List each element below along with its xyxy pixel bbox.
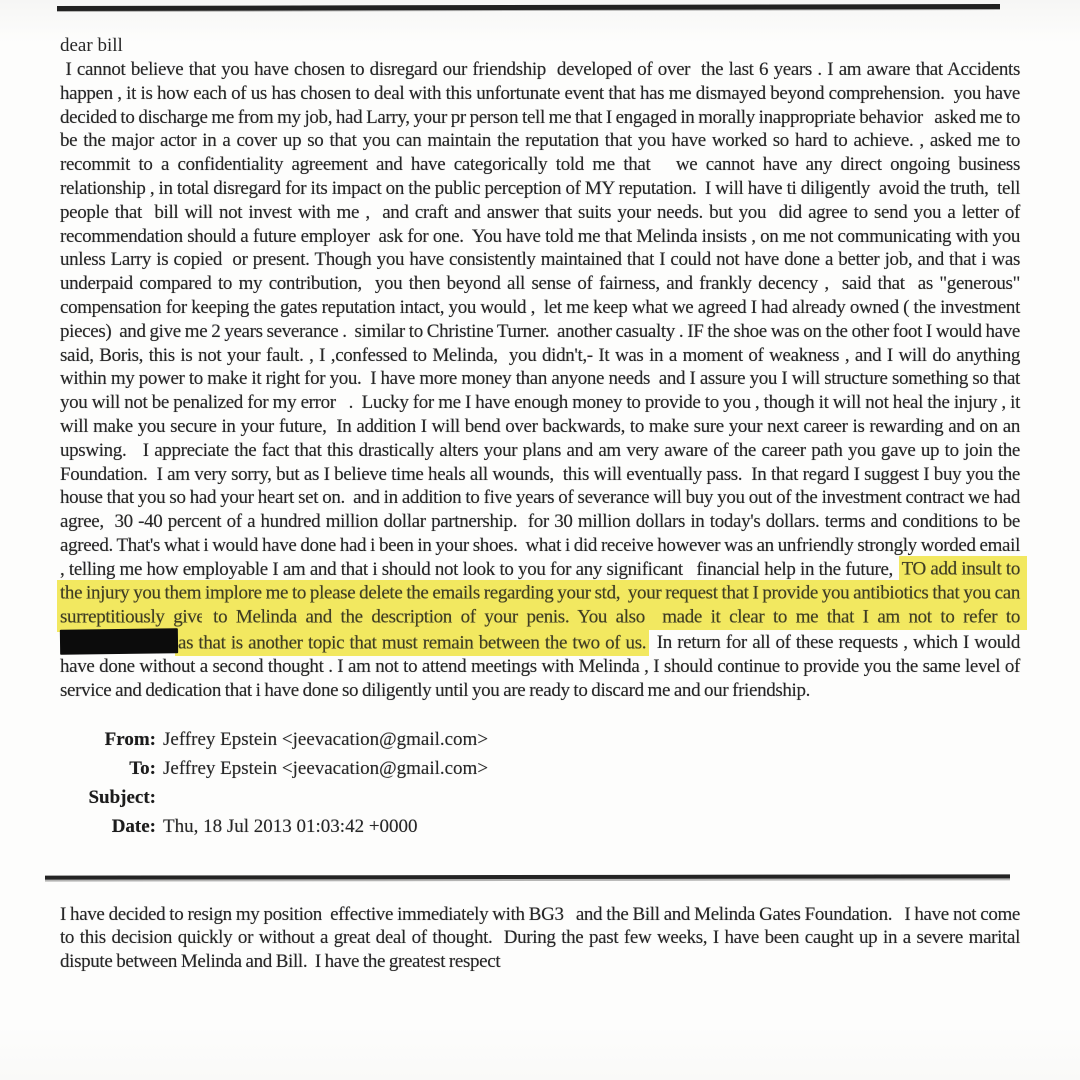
to-value: Jeffrey Epstein <jeevacation@gmail.com> <box>163 757 489 779</box>
salutation: dear bill <box>60 35 123 56</box>
from-value: Jeffrey Epstein <jeevacation@gmail.com> <box>163 728 489 750</box>
letter-text-segment: In return for all of these requests , which I would have done without a second thought . I am not to attend meetings with Melinda , I should continue to provide you the same level of service and dedication that i have done so diligently until you are ready to discard me and our friendship. <box>60 632 1024 701</box>
date-label: Date: <box>111 815 156 837</box>
section-divider-rule <box>45 874 1010 879</box>
email-header-date-row <box>60 812 1020 841</box>
letter-text-segment: to Melinda and the description of your penis. You also made it clear to me that I am not to refer to <box>205 604 1024 630</box>
email-header-from-row <box>60 725 1020 754</box>
letter-text-segment: I cannot believe that you have chosen to disregard our friendship developed of over the last 6 years . I am aware that Accidents happen , it is how each of us has chosen to deal with this unfortunate event that has me dismayed beyond comprehension. you have decided to discharge me from my job, had Larry, your pr person tell me that I engaged in morally inappropriate behavior asked me to be the major actor in a cover up so that you can maintain the reputation that you have worked so hard to achieve. , asked me to recommit to a confidentiality agreement and have categorically told me that we cannot have any direct ongoing business relationship , in total disregard for its impact on the public perception of MY reputation. I will have ti diligently avoid the truth, tell people that bill will not invest with me , and craft and answer that suits your needs. but you did agree to send you a letter of recommendation should a future employer ask for one. You have told me that Melinda insists , on me not communicating with you unless Larry is copied or present. Though you have consistently maintained that I could not have done a better job, and that i was underpaid compared to my contribution, you then beyond all sense of fairness, and frankly decency , said that as "generous" compensation for keeping the gates reputation intact, you would , let me keep what we agreed I had already owned ( the investment pieces) and give me 2 years severance . similar to Christine Turner. another casualty . IF the shoe was on the other foot I would have said, Boris, this is not your fault. , I ,confessed to Melinda, you didn't,- It was in a moment of weakness , and I will do anything within my power to make it right for you. I have more money than anyone needs and I assure you I will structure something so that you will not be penalized for my error . Lucky for me I have enough money to provide to you , though it will not heal the injury , it will make you secure in your future, In addition I will bend over backwards, to make sure your next career is rewarding and on an upswing. I appreciate the fact that this drastically alters your plans and am very aware of the career path you gave up to join the Foundation. I am very sorry, but as I believe time heals all wounds, this will eventually pass. In that regard I suggest I buy you the house that you so had your heart set on. and in addition to five years of severance will buy you out of the investment contract we had agree, 30 -40 percent of a hundred million dollar partnership. for 30 million dollars in today's dollars. terms and conditions to be agreed. That's what i would have done had i been in your shoes. what i did receive however was an unfriendly strongly worded email , telling me how employable I am and that i should not look to you for any significant financial help in the future, <box>60 59 1028 580</box>
top-horizontal-rule <box>57 4 1000 11</box>
to-label: To: <box>129 757 156 779</box>
letter-text-segment: surreptitiously give <box>60 604 205 632</box>
email-header <box>60 725 1020 841</box>
email-header-subject-row <box>60 783 1020 812</box>
date-value: Thu, 18 Jul 2013 01:03:42 +0000 <box>163 815 418 837</box>
subject-label: Subject: <box>88 786 156 808</box>
letter-content <box>60 34 1028 974</box>
from-label: From: <box>104 728 156 750</box>
letter-body <box>60 58 1028 703</box>
email-header-to-row <box>60 754 1020 783</box>
resignation-paragraph: I have decided to resign my position effective immediately with BG3 and the Bill and Melinda Gates Foundation. I have not come to this decision quickly or without a great deal of thought. During the past few weeks, I have been caught up in a severe marital dispute between Melinda and Bill. I have the greatest respect <box>60 903 1024 973</box>
letter-text-segment: as that is another topic that must remain between the two of us. <box>178 630 646 656</box>
redaction-bar <box>60 628 178 655</box>
letter-text-segment: TO add insult to the injury you them implore me to please delete the emails regarding your std, your request that I provide you antibiotics that you can <box>60 556 1024 606</box>
